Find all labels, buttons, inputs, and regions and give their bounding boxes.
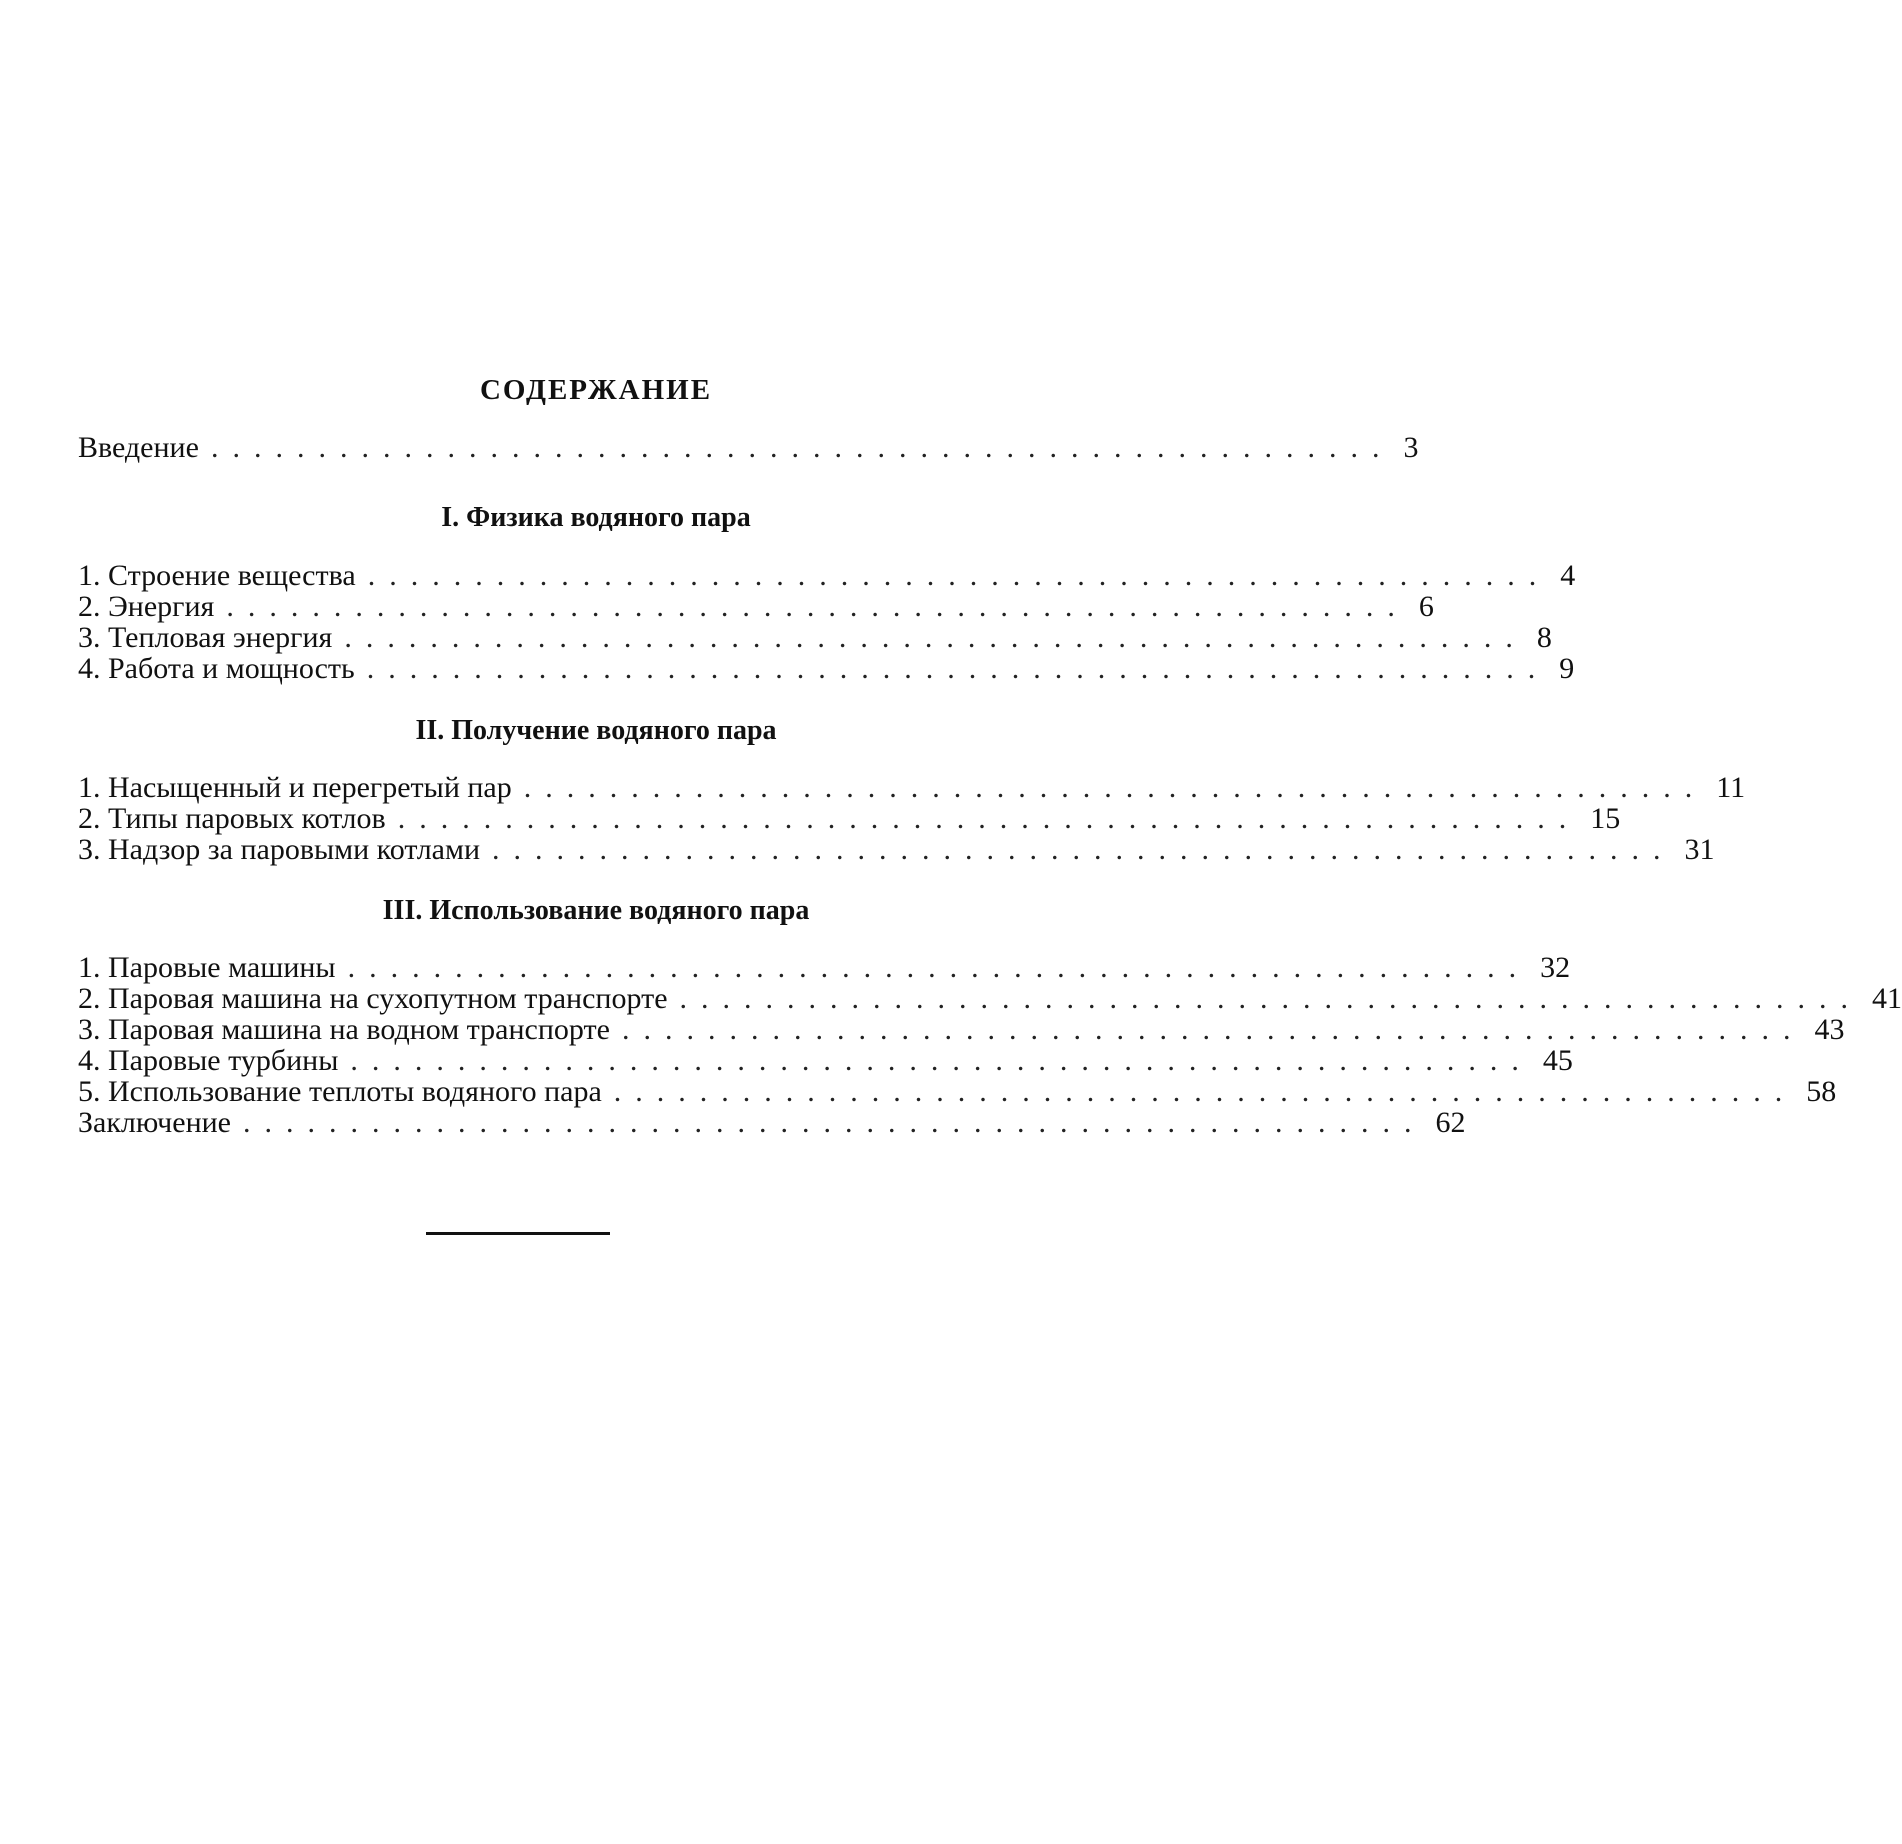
toc-entry (78, 1075, 1837, 1108)
toc-entry-page: 45 (1542, 1044, 1573, 1077)
dot-leader: ....................................................... (226, 590, 1409, 623)
page-title: СОДЕРЖАНИЕ (479, 374, 713, 406)
section-title-1: I. Физика водяного пара (441, 502, 751, 533)
toc-entry-label: Заключение (78, 1106, 231, 1139)
toc-entry-label: 2. Энергия (78, 590, 215, 623)
toc-entry (78, 951, 1571, 984)
toc-entry (78, 652, 1575, 685)
dot-leader: ....................................................... (210, 431, 1394, 464)
toc-entry-label: 1. Строение вещества (78, 559, 356, 592)
toc-entry (78, 771, 1746, 804)
toc-entry-page: 3 (1403, 431, 1419, 464)
section-title-3: III. Использование водяного пара (382, 895, 810, 926)
toc-entry (78, 621, 1552, 654)
section-title-2: II. Получение водяного пара (415, 715, 777, 746)
toc-entry (78, 833, 1715, 866)
toc-entry-label: 3. Паровая машина на водном транспорте (78, 1013, 610, 1046)
dot-leader: ....................................................... (621, 1013, 1805, 1046)
toc-entry-page: 9 (1559, 652, 1575, 685)
dot-leader: ....................................................... (350, 1044, 1533, 1077)
dot-leader: ....................................................... (367, 559, 1551, 592)
toc-entry-label: Введение (78, 431, 199, 464)
toc-entry-label: 3. Тепловая энергия (78, 621, 333, 654)
dot-leader: ....................................................... (613, 1075, 1797, 1108)
toc-entry-page: 41 (1872, 982, 1902, 1015)
toc-entry (78, 802, 1621, 835)
dot-leader: ....................................................... (523, 771, 1707, 804)
dot-leader: ....................................................... (347, 951, 1531, 984)
toc-entry-intro (78, 431, 1419, 464)
toc-entry-label: 3. Надзор за паровыми котлами (78, 833, 481, 866)
toc-entry (78, 1013, 1845, 1046)
dot-leader: ....................................................... (397, 802, 1581, 835)
dot-leader: ....................................................... (344, 621, 1527, 654)
toc-entry-conclusion (78, 1106, 1466, 1139)
toc-entry-label: 2. Типы паровых котлов (78, 802, 386, 835)
end-rule (426, 1232, 610, 1235)
toc-entry-label: 4. Работа и мощность (78, 652, 355, 685)
toc-entry-label: 5. Использование теплоты водяного пара (78, 1075, 602, 1108)
toc-entry-label: 1. Насыщенный и перегретый пар (78, 771, 512, 804)
toc-entry-page: 8 (1536, 621, 1552, 654)
toc-entry-page: 11 (1716, 771, 1746, 804)
toc-entry-page: 58 (1806, 1075, 1837, 1108)
toc-entry (78, 559, 1576, 592)
toc-entry-page: 15 (1590, 802, 1621, 835)
toc-entry (78, 1044, 1573, 1077)
toc-entry-page: 32 (1540, 951, 1571, 984)
toc-entry-page: 43 (1814, 1013, 1845, 1046)
toc-entry-page: 62 (1435, 1106, 1466, 1139)
toc-entry (78, 590, 1434, 623)
toc-entry-page: 4 (1560, 559, 1576, 592)
toc-entry (78, 982, 1902, 1015)
dot-leader: ....................................................... (243, 1106, 1426, 1139)
toc-entry-page: 31 (1684, 833, 1715, 866)
toc-entry-label: 4. Паровые турбины (78, 1044, 339, 1077)
toc-entry-label: 1. Паровые машины (78, 951, 336, 984)
dot-leader: ....................................................... (492, 833, 1675, 866)
toc-entry-page: 6 (1418, 590, 1434, 623)
dot-leader: ....................................................... (679, 982, 1863, 1015)
dot-leader: ....................................................... (366, 652, 1550, 685)
toc-entry-label: 2. Паровая машина на сухопутном транспорте (78, 982, 668, 1015)
